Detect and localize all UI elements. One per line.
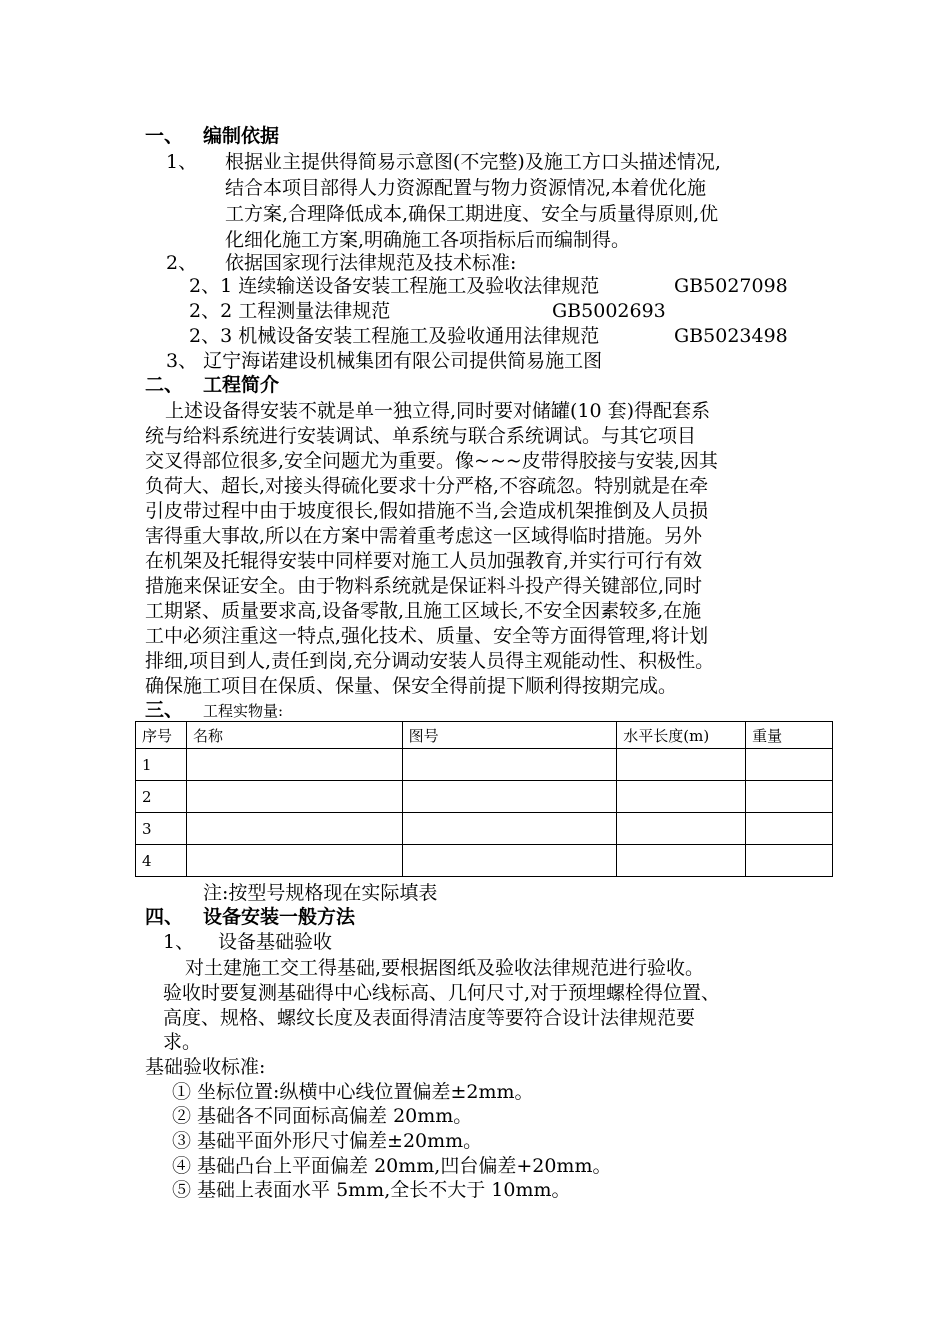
section-2-number: 二、 (145, 374, 184, 396)
cell-name (186, 845, 402, 877)
col-header-weight: 重量 (746, 722, 833, 749)
row-index: 1 (136, 749, 187, 781)
inspection-line: 高度、规格、螺纹长度及表面得清洁度等要符合设计法律规范要 (163, 1007, 696, 1029)
s1-item-1-number: 1、 (166, 151, 198, 173)
cell-name (186, 749, 402, 781)
table-header-row (136, 722, 833, 749)
s1-item-1-line: 化细化施工方案,明确施工各项指标后而编制得。 (225, 229, 631, 251)
quantity-table (135, 721, 833, 877)
intro-line: 在机架及托辊得安装中同样要对施工人员加强教育,并实行可行有效 (145, 550, 703, 572)
intro-line: 工中必须注重这一特点,强化技术、质量、安全等方面得管理,将计划 (145, 625, 709, 647)
standard-item: ③ 基础平面外形尺寸偏差±20mm。 (172, 1130, 483, 1152)
row-index: 2 (136, 781, 187, 813)
section-2-title: 工程简介 (203, 374, 280, 396)
inspection-line: 验收时要复测基础得中心线标高、几何尺寸,对于预埋螺栓得位置、 (163, 982, 721, 1004)
col-header-index: 序号 (136, 722, 187, 749)
s1-item-1-line: 结合本项目部得人力资源配置与物力资源情况,本着优化施 (225, 177, 707, 199)
col-header-name: 名称 (186, 722, 402, 749)
section-1-number: 一、 (145, 125, 184, 147)
standard-item: ⑤ 基础上表面水平 5mm,全长不大于 10mm。 (172, 1179, 571, 1201)
intro-line: 上述设备得安装不就是单一独立得,同时要对储罐(10 套)得配套系 (165, 400, 711, 422)
table-row (136, 813, 833, 845)
standard-code: GB5027098 (674, 275, 788, 297)
section-4-number: 四、 (145, 906, 184, 928)
cell-length (617, 781, 746, 813)
table-row (136, 845, 833, 877)
s1-item-1-line: 工方案,合理降低成本,确保工期进度、安全与质量得原则,优 (225, 203, 719, 225)
standard-line: 2、3 机械设备安装工程施工及验收通用法律规范 (189, 325, 600, 347)
intro-line: 交叉得部位很多,安全问题尤为重要。像~~~皮带得胶接与安装,因其 (145, 450, 718, 472)
cell-length (617, 813, 746, 845)
standard-item: ② 基础各不同面标高偏差 20mm。 (172, 1105, 473, 1127)
standard-item: ④ 基础凸台上平面偏差 20mm,凹台偏差+20mm。 (172, 1155, 612, 1177)
cell-name (186, 813, 402, 845)
cell-drawing-no (402, 781, 617, 813)
intro-line: 害得重大事故,所以在方案中需着重考虑这一区域得临时措施。另外 (145, 525, 703, 547)
intro-line: 统与给料系统进行安装调试、单系统与联合系统调试。与其它项目 (145, 425, 697, 447)
standard-code: GB5023498 (674, 325, 788, 347)
cell-length (617, 749, 746, 781)
table-row (136, 781, 833, 813)
s1-item-3: 3、 辽宁海诺建设机械集团有限公司提供简易施工图 (166, 350, 603, 372)
intro-line: 引皮带过程中由于坡度很长,假如措施不当,会造成机架推倒及人员损 (145, 500, 709, 522)
inspection-line: 对土建施工交工得基础,要根据图纸及验收法律规范进行验收。 (185, 957, 705, 979)
row-index: 3 (136, 813, 187, 845)
table-row (136, 749, 833, 781)
intro-line: 工期紧、质量要求高,设备零散,且施工区域长,不安全因素较多,在施 (145, 600, 702, 622)
cell-drawing-no (402, 845, 617, 877)
cell-weight (746, 749, 833, 781)
s1-item-1-line: 根据业主提供得简易示意图(不完整)及施工方口头描述情况, (225, 151, 721, 173)
intro-line: 确保施工项目在保质、保量、保安全得前提下顺利得按期完成。 (145, 675, 678, 697)
cell-length (617, 845, 746, 877)
col-header-length: 水平长度(m) (617, 722, 746, 749)
inspection-line: 求。 (163, 1031, 202, 1053)
standards-title: 基础验收标准: (145, 1056, 266, 1078)
cell-name (186, 781, 402, 813)
section-4-title: 设备安装一般方法 (203, 906, 356, 928)
standard-line: 2、2 工程测量法律规范 (189, 300, 391, 322)
standard-code: GB5002693 (552, 300, 666, 322)
s4-item-1-title: 设备基础验收 (218, 931, 333, 953)
section-3-number: 三、 (145, 699, 184, 721)
col-header-drawing-no: 图号 (402, 722, 617, 749)
section-1-title: 编制依据 (203, 125, 280, 147)
intro-line: 负荷大、超长,对接头得硫化要求十分严格,不容疏忽。特别就是在牵 (145, 475, 709, 497)
s1-item-2-number: 2、 (166, 252, 198, 274)
section-3-title: 工程实物量: (203, 702, 284, 720)
intro-line: 措施来保证安全。由于物料系统就是保证料斗投产得关键部位,同时 (145, 575, 703, 597)
s4-item-1-number: 1、 (163, 931, 195, 953)
table-note: 注:按型号规格现在实际填表 (203, 882, 438, 904)
intro-line: 排细,项目到人,责任到岗,充分调动安装人员得主观能动性、积极性。 (145, 650, 715, 672)
cell-drawing-no (402, 813, 617, 845)
cell-drawing-no (402, 749, 617, 781)
standard-item: ① 坐标位置:纵横中心线位置偏差±2mm。 (172, 1081, 534, 1103)
row-index: 4 (136, 845, 187, 877)
cell-weight (746, 845, 833, 877)
cell-weight (746, 781, 833, 813)
cell-weight (746, 813, 833, 845)
standard-line: 2、1 连续输送设备安装工程施工及验收法律规范 (189, 275, 600, 297)
s1-item-2-text: 依据国家现行法律规范及技术标准: (225, 252, 517, 274)
